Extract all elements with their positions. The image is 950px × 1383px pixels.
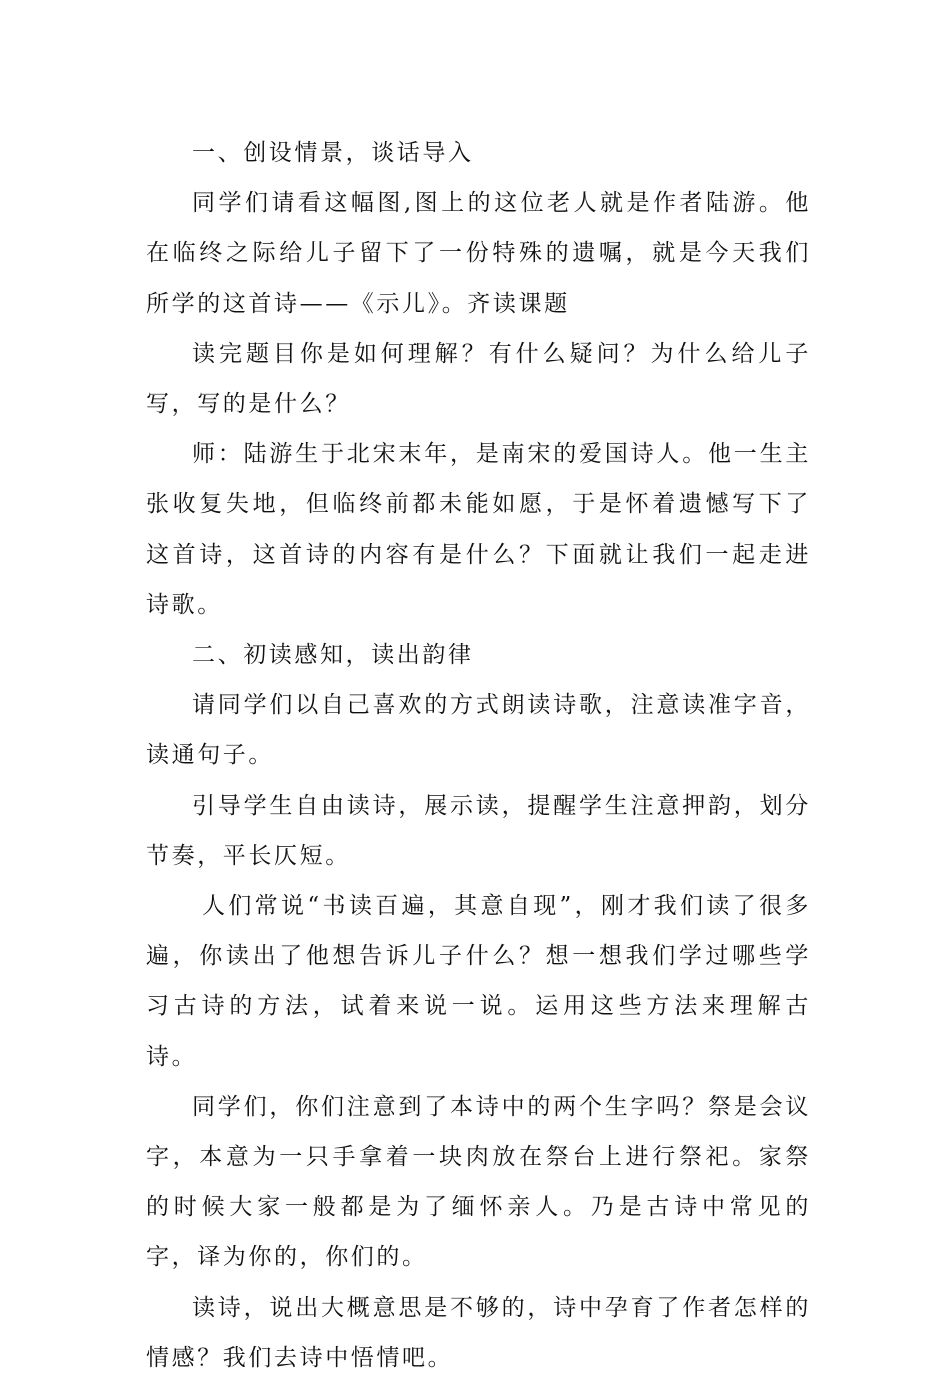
section-heading-2: 二、初读感知，读出韵律: [192, 642, 474, 669]
paragraph-emotion: 读诗，说出大概意思是不够的，诗中孕育了作者怎样的情感？我们去诗中悟情吧。: [146, 1294, 811, 1371]
paragraph-guidance: 引导学生自由读诗，展示读，提醒学生注意押韵，划分节奏，平长仄短。: [146, 792, 811, 869]
document-body: [146, 128, 811, 1383]
section-heading-1: 一、创设情景，谈话导入: [192, 140, 474, 166]
paragraph-reading-instruction: 请同学们以自己喜欢的方式朗读诗歌，注意读准字音，读通句子。: [146, 692, 811, 769]
paragraph-saying: 人们常说“书读百遍，其意自现”，刚才我们读了很多遍，你读出了他想告诉儿子什么？想一想我们学过哪些学习古诗的方法，试着来说一说。运用这些方法来理解古诗。: [146, 893, 811, 1070]
paragraph-teacher: 师：陆游生于北宋末年，是南宋的爱国诗人。他一生主张收复失地，但临终前都未能如愿，于是怀着遗憾写下了这首诗，这首诗的内容有是什么？下面就让我们一起走进诗歌。: [146, 441, 811, 618]
paragraph-questions: 读完题目你是如何理解？有什么疑问？为什么给儿子写，写的是什么？: [146, 340, 811, 418]
paragraph-characters: 同学们，你们注意到了本诗中的两个生字吗？祭是会议字，本意为一只手拿着一块肉放在祭台上进行祭祀。家祭的时候大家一般都是为了缅怀亲人。乃是古诗中常见的字，译为你的，你们的。: [146, 1093, 811, 1271]
paragraph-intro: 同学们请看这幅图,图上的这位老人就是作者陆游。他在临终之际给儿子留下了一份特殊的遗嘱，就是今天我们所学的这首诗——《示儿》。齐读课题: [146, 190, 811, 317]
